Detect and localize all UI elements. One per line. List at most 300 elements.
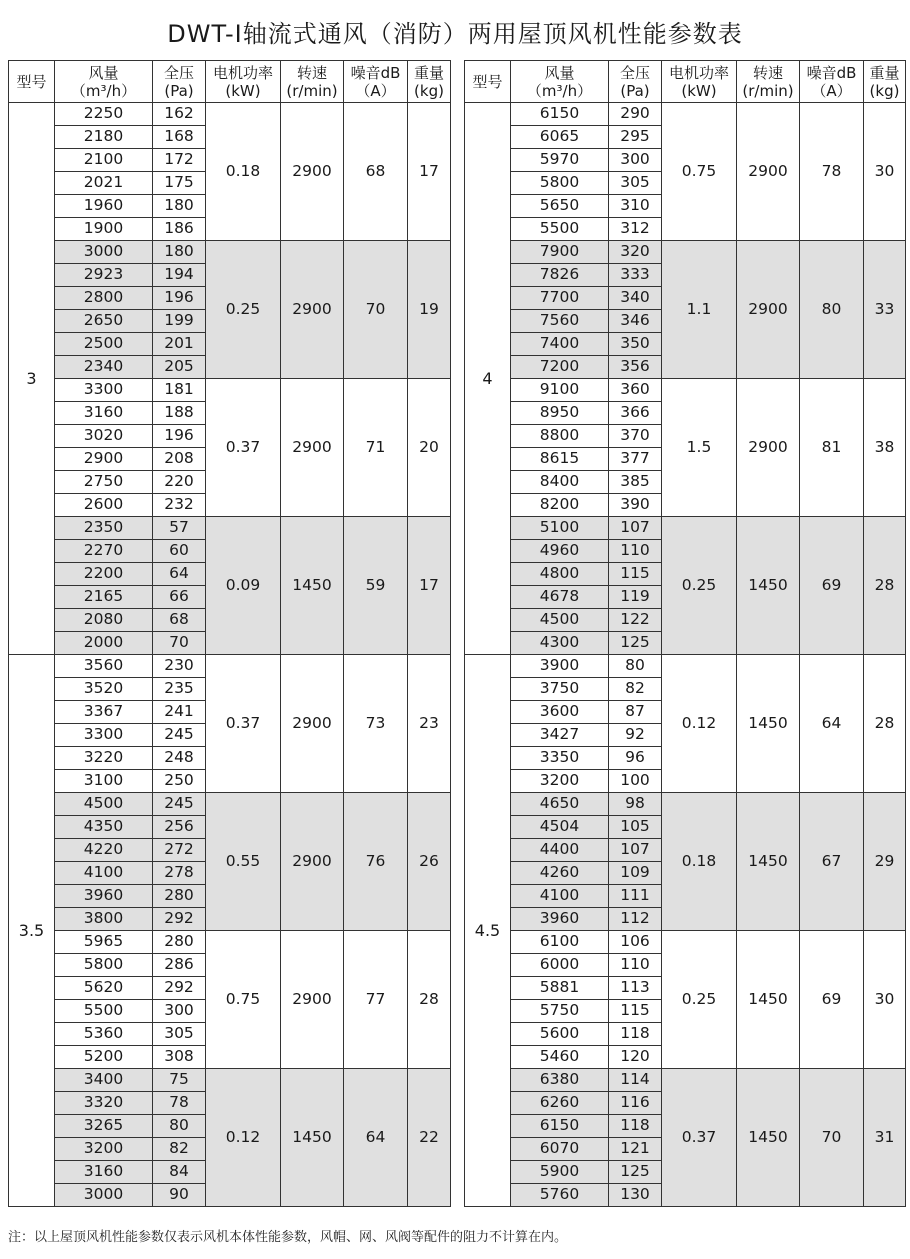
power-cell: 1.5 <box>662 379 737 517</box>
noise-cell: 77 <box>344 931 408 1069</box>
footnote: 注：以上屋顶风机性能参数仅表示风机本体性能参数，风帽、网、风阀等配件的阻力不计算在内。 <box>8 1230 568 1245</box>
header-speed-line: 转速 <box>752 63 783 82</box>
flow-cell: 4800 <box>511 563 609 586</box>
weight-cell: 31 <box>864 1069 906 1207</box>
flow-cell: 3220 <box>55 747 153 770</box>
speed-cell: 2900 <box>281 241 344 379</box>
flow-cell: 2270 <box>55 540 153 563</box>
pressure-cell: 280 <box>153 931 206 954</box>
flow-cell: 4500 <box>55 793 153 816</box>
header-model-line: 型号 <box>472 72 503 91</box>
flow-cell: 5750 <box>511 1000 609 1023</box>
header-power <box>662 61 737 103</box>
flow-cell: 2200 <box>55 563 153 586</box>
flow-cell: 5800 <box>55 954 153 977</box>
header-flow <box>511 61 609 103</box>
pressure-cell: 235 <box>153 678 206 701</box>
flow-cell: 4300 <box>511 632 609 655</box>
power-cell: 0.75 <box>662 103 737 241</box>
pressure-cell: 175 <box>153 172 206 195</box>
header-power-line: 电机功率 <box>668 63 729 82</box>
flow-cell: 4500 <box>511 609 609 632</box>
pressure-cell: 115 <box>609 563 662 586</box>
flow-cell: 2250 <box>55 103 153 126</box>
weight-cell: 28 <box>864 655 906 793</box>
header-noise-line: （A） <box>355 81 396 100</box>
pressure-cell: 366 <box>609 402 662 425</box>
pressure-cell: 70 <box>153 632 206 655</box>
pressure-cell: 122 <box>609 609 662 632</box>
noise-cell: 67 <box>800 793 864 931</box>
power-cell: 0.37 <box>206 655 281 793</box>
pressure-cell: 98 <box>609 793 662 816</box>
pressure-cell: 78 <box>153 1092 206 1115</box>
weight-cell: 30 <box>864 931 906 1069</box>
flow-cell: 8800 <box>511 425 609 448</box>
flow-cell: 7700 <box>511 287 609 310</box>
pressure-cell: 245 <box>153 724 206 747</box>
pressure-cell: 194 <box>153 264 206 287</box>
header-weight-line: 重量 <box>869 63 900 82</box>
pressure-cell: 295 <box>609 126 662 149</box>
table-header <box>9 61 451 103</box>
header-noise-line: 噪音dB <box>350 63 401 82</box>
pressure-cell: 105 <box>609 816 662 839</box>
flow-cell: 5500 <box>511 218 609 241</box>
header-speed-line: 转速 <box>296 63 327 82</box>
flow-cell: 5360 <box>55 1023 153 1046</box>
power-cell: 0.25 <box>206 241 281 379</box>
pressure-cell: 290 <box>609 103 662 126</box>
speed-cell: 1450 <box>737 931 800 1069</box>
speed-cell: 2900 <box>737 379 800 517</box>
flow-cell: 2180 <box>55 126 153 149</box>
pressure-cell: 186 <box>153 218 206 241</box>
pressure-cell: 114 <box>609 1069 662 1092</box>
speed-cell: 1450 <box>737 1069 800 1207</box>
speed-cell: 1450 <box>737 793 800 931</box>
pressure-cell: 340 <box>609 287 662 310</box>
table-row <box>465 655 906 678</box>
flow-cell: 7400 <box>511 333 609 356</box>
pressure-cell: 92 <box>609 724 662 747</box>
pressure-cell: 90 <box>153 1184 206 1207</box>
flow-cell: 3265 <box>55 1115 153 1138</box>
pressure-cell: 181 <box>153 379 206 402</box>
pressure-cell: 199 <box>153 310 206 333</box>
speed-cell: 2900 <box>737 241 800 379</box>
pressure-cell: 82 <box>153 1138 206 1161</box>
weight-cell: 22 <box>408 1069 451 1207</box>
noise-cell: 64 <box>344 1069 408 1207</box>
flow-cell: 3000 <box>55 241 153 264</box>
header-speed-line: (r/min) <box>286 81 338 100</box>
pressure-cell: 118 <box>609 1023 662 1046</box>
flow-cell: 5900 <box>511 1161 609 1184</box>
pressure-cell: 305 <box>153 1023 206 1046</box>
flow-cell: 3520 <box>55 678 153 701</box>
header-model <box>9 61 55 103</box>
flow-cell: 7560 <box>511 310 609 333</box>
flow-cell: 5965 <box>55 931 153 954</box>
pressure-cell: 196 <box>153 425 206 448</box>
header-weight-line: 重量 <box>413 63 444 82</box>
header-flow-line: （m³/h） <box>526 81 593 100</box>
header-flow-line: （m³/h） <box>70 81 137 100</box>
pressure-cell: 201 <box>153 333 206 356</box>
table-row <box>9 241 451 264</box>
flow-cell: 3600 <box>511 701 609 724</box>
flow-cell: 5500 <box>55 1000 153 1023</box>
pressure-cell: 377 <box>609 448 662 471</box>
pressure-cell: 125 <box>609 632 662 655</box>
header-noise-line: （A） <box>811 81 852 100</box>
flow-cell: 3200 <box>55 1138 153 1161</box>
noise-cell: 78 <box>800 103 864 241</box>
table-row <box>465 379 906 402</box>
pressure-cell: 87 <box>609 701 662 724</box>
flow-cell: 2600 <box>55 494 153 517</box>
flow-cell: 3300 <box>55 724 153 747</box>
power-cell: 0.55 <box>206 793 281 931</box>
flow-cell: 6065 <box>511 126 609 149</box>
flow-cell: 6260 <box>511 1092 609 1115</box>
flow-cell: 5600 <box>511 1023 609 1046</box>
flow-cell: 7826 <box>511 264 609 287</box>
weight-cell: 29 <box>864 793 906 931</box>
pressure-cell: 196 <box>153 287 206 310</box>
weight-cell: 28 <box>408 931 451 1069</box>
header-speed <box>737 61 800 103</box>
speed-cell: 2900 <box>281 103 344 241</box>
noise-cell: 69 <box>800 517 864 655</box>
flow-cell: 3400 <box>55 1069 153 1092</box>
header-power <box>206 61 281 103</box>
flow-cell: 6100 <box>511 931 609 954</box>
pressure-cell: 100 <box>609 770 662 793</box>
noise-cell: 70 <box>344 241 408 379</box>
pressure-cell: 390 <box>609 494 662 517</box>
power-cell: 0.37 <box>206 379 281 517</box>
flow-cell: 4260 <box>511 862 609 885</box>
table-row <box>465 931 906 954</box>
pressure-cell: 80 <box>609 655 662 678</box>
pressure-cell: 82 <box>609 678 662 701</box>
flow-cell: 1900 <box>55 218 153 241</box>
pressure-cell: 120 <box>609 1046 662 1069</box>
power-cell: 0.12 <box>206 1069 281 1207</box>
header-weight-line: (kg) <box>869 81 900 100</box>
pressure-cell: 385 <box>609 471 662 494</box>
flow-cell: 3320 <box>55 1092 153 1115</box>
pressure-cell: 106 <box>609 931 662 954</box>
header-noise <box>800 61 864 103</box>
flow-cell: 2650 <box>55 310 153 333</box>
flow-cell: 6070 <box>511 1138 609 1161</box>
flow-cell: 5760 <box>511 1184 609 1207</box>
pressure-cell: 280 <box>153 885 206 908</box>
flow-cell: 2340 <box>55 356 153 379</box>
table-row <box>465 517 906 540</box>
table-row <box>9 655 451 678</box>
pressure-cell: 333 <box>609 264 662 287</box>
table-row <box>9 379 451 402</box>
pressure-cell: 80 <box>153 1115 206 1138</box>
flow-cell: 8615 <box>511 448 609 471</box>
pressure-cell: 360 <box>609 379 662 402</box>
pressure-cell: 346 <box>609 310 662 333</box>
noise-cell: 80 <box>800 241 864 379</box>
flow-cell: 4400 <box>511 839 609 862</box>
header-power-line: 电机功率 <box>212 63 273 82</box>
power-cell: 0.25 <box>662 517 737 655</box>
pressure-cell: 241 <box>153 701 206 724</box>
noise-cell: 64 <box>800 655 864 793</box>
header-pressure-line: (Pa) <box>164 81 194 100</box>
header-flow-line: 风量 <box>88 63 119 82</box>
header-flow-line: 风量 <box>544 63 575 82</box>
table-row <box>9 103 451 126</box>
table-row <box>465 1069 906 1092</box>
flow-cell: 4100 <box>511 885 609 908</box>
pressure-cell: 66 <box>153 586 206 609</box>
header-noise <box>344 61 408 103</box>
pressure-cell: 208 <box>153 448 206 471</box>
flow-cell: 4650 <box>511 793 609 816</box>
flow-cell: 3300 <box>55 379 153 402</box>
flow-cell: 8400 <box>511 471 609 494</box>
speed-cell: 1450 <box>281 1069 344 1207</box>
header-power-line: (kW) <box>681 81 717 100</box>
flow-cell: 4220 <box>55 839 153 862</box>
speed-cell: 1450 <box>737 655 800 793</box>
pressure-cell: 96 <box>609 747 662 770</box>
flow-cell: 6000 <box>511 954 609 977</box>
header-power-line: (kW) <box>225 81 261 100</box>
header-row <box>9 61 451 103</box>
model-cell: 3 <box>9 103 55 655</box>
performance-table-right <box>464 60 906 1207</box>
pressure-cell: 121 <box>609 1138 662 1161</box>
pressure-cell: 64 <box>153 563 206 586</box>
flow-cell: 2100 <box>55 149 153 172</box>
flow-cell: 5970 <box>511 149 609 172</box>
table-body <box>9 103 451 1207</box>
flow-cell: 8950 <box>511 402 609 425</box>
flow-cell: 5100 <box>511 517 609 540</box>
speed-cell: 2900 <box>281 931 344 1069</box>
pressure-cell: 248 <box>153 747 206 770</box>
pressure-cell: 172 <box>153 149 206 172</box>
pressure-cell: 350 <box>609 333 662 356</box>
flow-cell: 5200 <box>55 1046 153 1069</box>
pressure-cell: 84 <box>153 1161 206 1184</box>
flow-cell: 3427 <box>511 724 609 747</box>
flow-cell: 2000 <box>55 632 153 655</box>
noise-cell: 73 <box>344 655 408 793</box>
flow-cell: 3160 <box>55 402 153 425</box>
noise-cell: 71 <box>344 379 408 517</box>
header-speed <box>281 61 344 103</box>
pressure-cell: 220 <box>153 471 206 494</box>
flow-cell: 5460 <box>511 1046 609 1069</box>
power-cell: 0.75 <box>206 931 281 1069</box>
flow-cell: 5620 <box>55 977 153 1000</box>
flow-cell: 3750 <box>511 678 609 701</box>
flow-cell: 4678 <box>511 586 609 609</box>
flow-cell: 2500 <box>55 333 153 356</box>
flow-cell: 6380 <box>511 1069 609 1092</box>
pressure-cell: 60 <box>153 540 206 563</box>
noise-cell: 68 <box>344 103 408 241</box>
pressure-cell: 118 <box>609 1115 662 1138</box>
power-cell: 0.18 <box>206 103 281 241</box>
pressure-cell: 119 <box>609 586 662 609</box>
flow-cell: 3350 <box>511 747 609 770</box>
pressure-cell: 125 <box>609 1161 662 1184</box>
flow-cell: 3960 <box>55 885 153 908</box>
flow-cell: 3560 <box>55 655 153 678</box>
pressure-cell: 130 <box>609 1184 662 1207</box>
header-weight <box>864 61 906 103</box>
flow-cell: 2923 <box>55 264 153 287</box>
noise-cell: 59 <box>344 517 408 655</box>
table-row <box>9 1069 451 1092</box>
pressure-cell: 272 <box>153 839 206 862</box>
pressure-cell: 320 <box>609 241 662 264</box>
table-row <box>9 931 451 954</box>
power-cell: 0.09 <box>206 517 281 655</box>
pressure-cell: 300 <box>153 1000 206 1023</box>
model-cell: 4 <box>465 103 511 655</box>
header-pressure <box>609 61 662 103</box>
flow-cell: 3100 <box>55 770 153 793</box>
weight-cell: 17 <box>408 103 451 241</box>
pressure-cell: 300 <box>609 149 662 172</box>
flow-cell: 2021 <box>55 172 153 195</box>
pressure-cell: 286 <box>153 954 206 977</box>
flow-cell: 4100 <box>55 862 153 885</box>
model-cell: 4.5 <box>465 655 511 1207</box>
pressure-cell: 310 <box>609 195 662 218</box>
weight-cell: 26 <box>408 793 451 931</box>
power-cell: 1.1 <box>662 241 737 379</box>
pressure-cell: 168 <box>153 126 206 149</box>
noise-cell: 76 <box>344 793 408 931</box>
table-header <box>465 61 906 103</box>
pressure-cell: 107 <box>609 839 662 862</box>
flow-cell: 6150 <box>511 103 609 126</box>
flow-cell: 2080 <box>55 609 153 632</box>
flow-cell: 3200 <box>511 770 609 793</box>
flow-cell: 3900 <box>511 655 609 678</box>
pressure-cell: 68 <box>153 609 206 632</box>
header-weight <box>408 61 451 103</box>
pressure-cell: 245 <box>153 793 206 816</box>
flow-cell: 2165 <box>55 586 153 609</box>
pressure-cell: 232 <box>153 494 206 517</box>
speed-cell: 2900 <box>281 655 344 793</box>
table-body <box>465 103 906 1207</box>
flow-cell: 7900 <box>511 241 609 264</box>
flow-cell: 4504 <box>511 816 609 839</box>
flow-cell: 2900 <box>55 448 153 471</box>
pressure-cell: 230 <box>153 655 206 678</box>
pressure-cell: 57 <box>153 517 206 540</box>
pressure-cell: 250 <box>153 770 206 793</box>
pressure-cell: 111 <box>609 885 662 908</box>
pressure-cell: 75 <box>153 1069 206 1092</box>
weight-cell: 20 <box>408 379 451 517</box>
weight-cell: 17 <box>408 517 451 655</box>
header-pressure-line: 全压 <box>619 63 650 82</box>
header-pressure-line: (Pa) <box>620 81 650 100</box>
pressure-cell: 205 <box>153 356 206 379</box>
page-title: DWT-Ⅰ轴流式通风（消防）两用屋顶风机性能参数表 <box>167 20 743 48</box>
pressure-cell: 292 <box>153 977 206 1000</box>
pressure-cell: 256 <box>153 816 206 839</box>
flow-cell: 9100 <box>511 379 609 402</box>
speed-cell: 2900 <box>737 103 800 241</box>
pressure-cell: 110 <box>609 540 662 563</box>
flow-cell: 3367 <box>55 701 153 724</box>
flow-cell: 7200 <box>511 356 609 379</box>
flow-cell: 3800 <box>55 908 153 931</box>
pressure-cell: 112 <box>609 908 662 931</box>
pressure-cell: 107 <box>609 517 662 540</box>
speed-cell: 2900 <box>281 793 344 931</box>
flow-cell: 2350 <box>55 517 153 540</box>
power-cell: 0.12 <box>662 655 737 793</box>
speed-cell: 2900 <box>281 379 344 517</box>
header-pressure-line: 全压 <box>163 63 194 82</box>
pressure-cell: 305 <box>609 172 662 195</box>
pressure-cell: 180 <box>153 241 206 264</box>
header-row <box>465 61 906 103</box>
header-noise-line: 噪音dB <box>806 63 857 82</box>
pressure-cell: 308 <box>153 1046 206 1069</box>
flow-cell: 6150 <box>511 1115 609 1138</box>
power-cell: 0.25 <box>662 931 737 1069</box>
power-cell: 0.37 <box>662 1069 737 1207</box>
pressure-cell: 110 <box>609 954 662 977</box>
weight-cell: 28 <box>864 517 906 655</box>
flow-cell: 5800 <box>511 172 609 195</box>
header-flow <box>55 61 153 103</box>
table-row <box>465 241 906 264</box>
weight-cell: 33 <box>864 241 906 379</box>
flow-cell: 3020 <box>55 425 153 448</box>
header-pressure <box>153 61 206 103</box>
performance-table-left <box>8 60 451 1207</box>
noise-cell: 70 <box>800 1069 864 1207</box>
weight-cell: 30 <box>864 103 906 241</box>
noise-cell: 69 <box>800 931 864 1069</box>
flow-cell: 4350 <box>55 816 153 839</box>
pressure-cell: 115 <box>609 1000 662 1023</box>
table-row <box>9 793 451 816</box>
table-row <box>465 793 906 816</box>
weight-cell: 23 <box>408 655 451 793</box>
pressure-cell: 116 <box>609 1092 662 1115</box>
flow-cell: 2750 <box>55 471 153 494</box>
table-row <box>465 103 906 126</box>
pressure-cell: 109 <box>609 862 662 885</box>
weight-cell: 38 <box>864 379 906 517</box>
header-weight-line: (kg) <box>414 81 444 100</box>
pressure-cell: 188 <box>153 402 206 425</box>
table-row <box>9 517 451 540</box>
